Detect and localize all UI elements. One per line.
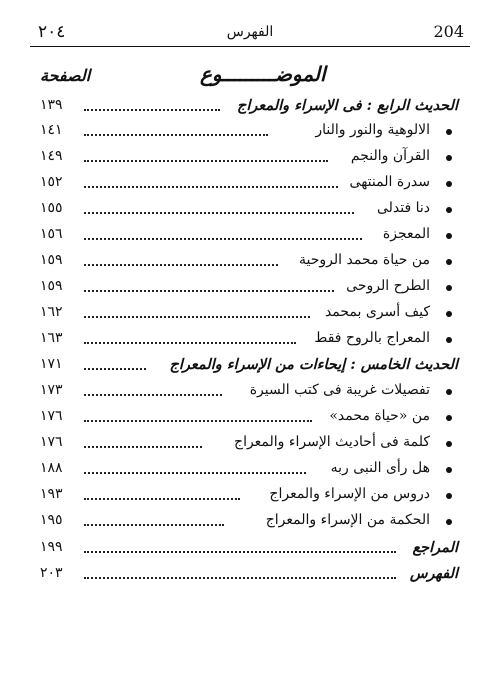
toc-label: الحكمة من الإسراء والمعراج [265,512,430,528]
topic-column-heading: الموضـــــــــوع [200,62,326,86]
dot-leader [84,446,202,448]
bullet-icon [446,181,452,187]
dot-leader [84,394,222,396]
bullet-icon [446,441,452,447]
toc-entry [40,510,458,532]
toc-page-number: ١٤١ [40,122,63,138]
toc-page-number: ٢٠٣ [40,565,63,581]
header-page-number-arabic: ٢٠٤ [38,22,66,42]
dot-leader [84,551,396,553]
toc-page-number: ١٨٨ [40,460,63,476]
dot-leader [84,368,146,370]
toc-entry [40,198,458,220]
dot-leader [84,342,296,344]
header-page-number: 204 [433,22,464,41]
dot-leader [84,316,310,318]
toc-section [40,563,458,585]
dot-leader [84,524,224,526]
dot-leader [84,290,334,292]
toc-page-number: ١٥٩ [40,252,63,268]
dot-leader [84,420,312,422]
page-column-heading: الصفحة [40,66,91,85]
dot-leader [84,577,396,579]
dot-leader [84,134,268,136]
toc-entry [40,484,458,506]
toc-entry [40,380,458,402]
toc-page-number: ١٧٦ [40,434,63,450]
dot-leader [84,498,240,500]
header-rule [30,46,470,47]
running-header [30,20,470,46]
toc-entry [40,302,458,324]
toc-page-number: ١٧١ [40,356,63,372]
toc-label: سدرة المنتهى [349,174,430,190]
dot-leader [84,186,338,188]
bullet-icon [446,493,452,499]
toc-label: الفهرس [409,565,458,582]
header-title: الفهرس [226,24,274,40]
toc-entry [40,458,458,480]
bullet-icon [446,259,452,265]
toc-label: الحديث الخامس : إيحاءات من الإسراء والمعراج [169,356,458,373]
toc-label: الحديث الرابع : فى الإسراء والمعراج [236,97,458,114]
toc-page-number: ١٦٢ [40,304,63,320]
toc-entry [40,276,458,298]
toc-entry [40,328,458,350]
toc-entry [40,146,458,168]
toc-page-number: ١٩٥ [40,512,63,528]
toc-entry [40,250,458,272]
toc-page-number: ١٥٢ [40,174,63,190]
toc-label: المراجع [412,539,458,556]
toc-label: من حياة محمد الروحية [299,252,430,268]
toc-section [40,537,458,559]
toc-page-number: ١٥٦ [40,226,63,242]
toc-label: من «حياة محمد» [329,408,430,424]
dot-leader [84,472,306,474]
toc-page-number: ١٦٣ [40,330,63,346]
bullet-icon [446,155,452,161]
bullet-icon [446,415,452,421]
toc-page-number: ١٥٥ [40,200,63,216]
dot-leader [84,212,354,214]
toc-label: المعراج بالروح فقط [314,330,430,346]
toc-entry [40,406,458,428]
toc-label: كلمة فى أحاديث الإسراء والمعراج [234,434,430,450]
toc-entry [40,172,458,194]
toc-entry [40,120,458,142]
bullet-icon [446,129,452,135]
toc-entry [40,432,458,454]
toc-label: الالوهية والنور والنار [315,122,430,138]
toc-label: القرآن والنجم [350,148,430,164]
bullet-icon [446,519,452,525]
bullet-icon [446,467,452,473]
toc-page-number: ١٤٩ [40,148,63,164]
bullet-icon [446,233,452,239]
toc-entry [40,224,458,246]
toc-page-number: ١٧٦ [40,408,63,424]
toc-label: تفصيلات غريبة فى كتب السيرة [249,382,430,398]
bullet-icon [446,311,452,317]
dot-leader [84,264,278,266]
bullet-icon [446,337,452,343]
dot-leader [84,238,362,240]
toc-page-number: ١٣٩ [40,97,63,113]
toc-label: دنا فتدلى [376,200,430,216]
toc-label: كيف أسرى بمحمد [324,304,430,320]
bullet-icon [446,207,452,213]
dot-leader [84,160,328,162]
toc-label: الطرح الروحى [346,278,430,294]
toc-label: هل رأى النبى ربه [330,460,430,476]
toc-section [40,354,458,376]
toc-label: دروس من الإسراء والمعراج [269,486,430,502]
toc-page-number: ١٩٩ [40,539,63,555]
toc-label: المعجزة [382,226,430,242]
dot-leader [84,109,220,111]
toc-page-number: ١٥٩ [40,278,63,294]
toc-section [40,95,458,117]
toc-page-number: ١٧٣ [40,382,63,398]
bullet-icon [446,285,452,291]
toc-page-number: ١٩٣ [40,486,63,502]
bullet-icon [446,389,452,395]
